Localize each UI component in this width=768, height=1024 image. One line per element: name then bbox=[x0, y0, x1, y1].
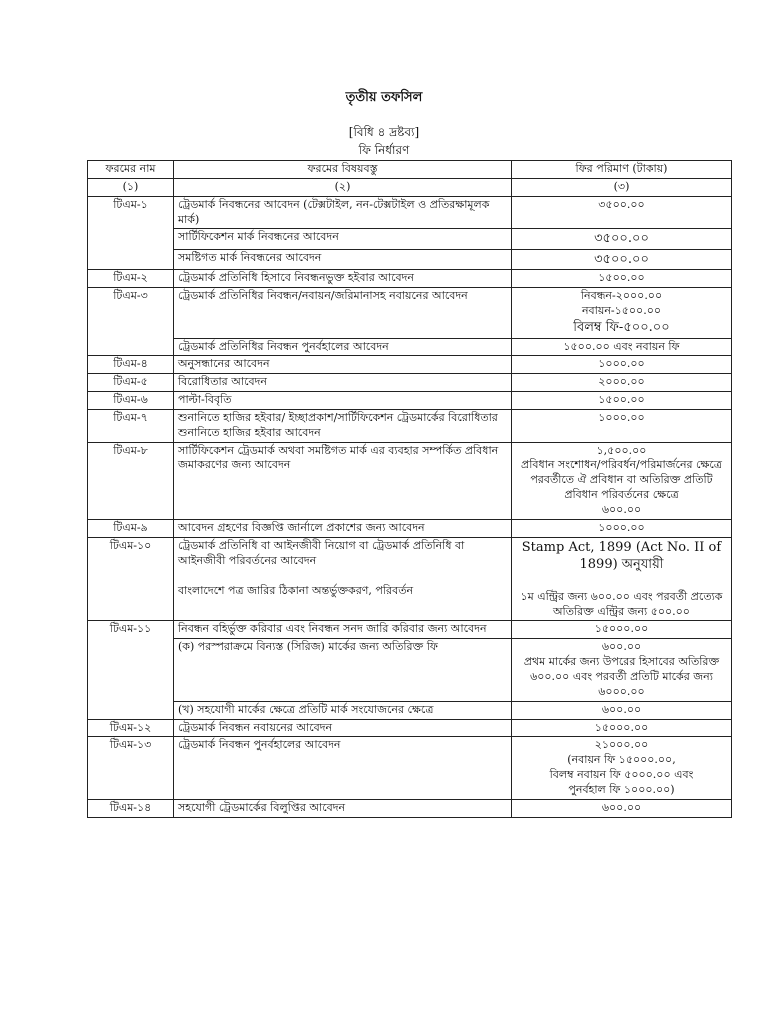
form-name-cell: টিএম-৮ bbox=[88, 442, 174, 519]
column-number: (৩) bbox=[512, 178, 732, 196]
fee-line: Stamp Act, 1899 (Act No. II of 1899) অনুযায়ী bbox=[521, 539, 722, 573]
subject-line: ট্রেডমার্ক প্রতিনিধি বা আইনজীবী নিয়োগ বা ট্রেডমার্ক প্রতিনিধি বা আইনজীবী পরিবর্তনের আবেদন bbox=[178, 538, 465, 567]
table-row bbox=[88, 719, 732, 737]
fee-line: ৬০০.০০ bbox=[601, 502, 642, 516]
table-row bbox=[88, 701, 732, 719]
subject-cell: সার্টিফিকেশন ট্রেডমার্ক অথবা সমষ্টিগত মার্ক এর ব্যবহার সম্পর্কিত প্রবিধান জমাকরণের জন্য আবেদন bbox=[174, 442, 512, 519]
subject-cell: (খ) সহযোগী মার্কের ক্ষেত্রে প্রতিটি মার্ক সংযোজনের ক্ষেত্রে bbox=[174, 701, 512, 719]
fee-line: বিলম্ব নবায়ন ফি ৫০০০.০০ এবং bbox=[549, 768, 694, 782]
fee-line: (নবায়ন ফি ১৫০০০.০০, bbox=[567, 753, 676, 767]
fee-cell: ১০০০.০০ bbox=[512, 519, 732, 537]
form-name-cell: টিএম-১ bbox=[88, 196, 174, 270]
table-row bbox=[88, 737, 732, 799]
table-row bbox=[88, 288, 732, 338]
page-title: তৃতীয় তফসিল bbox=[345, 90, 423, 105]
subject-cell bbox=[174, 537, 512, 621]
header-row bbox=[88, 161, 732, 179]
subject-cell: ট্রেডমার্ক প্রতিনিধির নিবন্ধন/নবায়ন/জরিমানাসহ নবায়নের আবেদন bbox=[174, 288, 512, 338]
subject-cell: ট্রেডমার্ক প্রতিনিধির নিবন্ধন পুনর্বহালের আবেদন bbox=[174, 338, 512, 356]
subject-line: বাংলাদেশে পত্র জারির ঠিকানা অন্তর্ভুক্তকরণ, পরিবর্তন bbox=[178, 584, 414, 598]
form-name-cell: টিএম-৩ bbox=[88, 288, 174, 356]
fee-line: ৬০০.০০ bbox=[601, 640, 642, 654]
fee-cell: ২০০০.০০ bbox=[512, 374, 732, 392]
table-row bbox=[88, 442, 732, 519]
column-header-form-name: ফরমের নাম bbox=[88, 161, 174, 179]
form-name-cell: টিএম-৪ bbox=[88, 356, 174, 374]
page-subtitle: ফি নির্ধারণ bbox=[358, 143, 410, 157]
table-row bbox=[88, 338, 732, 356]
column-header-subject: ফরমের বিষয়বস্তু bbox=[174, 161, 512, 179]
form-name-cell: টিএম-৫ bbox=[88, 374, 174, 392]
fee-note: প্রথম মার্কের জন্য উপরের হিসাবের অতিরিক্ত ৬০০.০০ এবং পরবর্তী প্রতিটি মার্কের জন্য ৬০০০.০০ bbox=[523, 655, 720, 698]
fee-cell bbox=[512, 442, 732, 519]
table-row bbox=[88, 374, 732, 392]
table-row bbox=[88, 409, 732, 442]
fee-cell: ১০০০.০০ bbox=[512, 356, 732, 374]
table-row bbox=[88, 270, 732, 288]
subject-cell: নিবন্ধন বহির্ভুক্ত করিবার এবং নিবন্ধন সনদ জারি করিবার জন্য আবেদন bbox=[174, 621, 512, 639]
column-number: (১) bbox=[88, 178, 174, 196]
fee-cell: ১০০০.০০ bbox=[512, 409, 732, 442]
fee-cell: ৬০০.০০ bbox=[512, 799, 732, 817]
fee-cell: ৩৫০০.০০ bbox=[512, 249, 732, 270]
table-row bbox=[88, 799, 732, 817]
subject-cell: (ক) পরস্পরাক্রমে বিন্যস্ত (সিরিজ) মার্কের জন্য অতিরিক্ত ফি bbox=[174, 639, 512, 701]
table-row bbox=[88, 229, 732, 250]
form-name-cell: টিএম-৬ bbox=[88, 392, 174, 410]
subject-cell: আবেদন গ্রহণের বিজ্ঞপ্তি জার্নালে প্রকাশের জন্য আবেদন bbox=[174, 519, 512, 537]
fee-cell bbox=[512, 639, 732, 701]
fee-cell: ৬০০.০০ bbox=[512, 701, 732, 719]
form-name-cell: টিএম-২ bbox=[88, 270, 174, 288]
table-row bbox=[88, 249, 732, 270]
fee-cell: ৩৫০০.০০ bbox=[512, 229, 732, 250]
fee-cell: ৩৫০০.০০ bbox=[512, 196, 732, 229]
form-name-cell: টিএম-৭ bbox=[88, 409, 174, 442]
table-row bbox=[88, 537, 732, 621]
form-name-cell: টিএম-১০ bbox=[88, 537, 174, 621]
form-name-cell: টিএম-১৪ bbox=[88, 799, 174, 817]
fee-cell bbox=[512, 288, 732, 338]
form-name-cell: টিএম-১২ bbox=[88, 719, 174, 737]
fee-line: নিবন্ধন-২০০০.০০ bbox=[580, 289, 663, 303]
table-row bbox=[88, 356, 732, 374]
table-row bbox=[88, 621, 732, 639]
table-row bbox=[88, 392, 732, 410]
rule-reference: [বিধি ৪ দ্রষ্টব্য] bbox=[348, 125, 420, 139]
subject-cell: শুনানিতে হাজির হইবার/ ইচ্ছাপ্রকাশ/সার্টিফিকেশন ট্রেডমার্কের বিরোধিতার শুনানিতে হাজির হইবার আবেদন bbox=[174, 409, 512, 442]
table-row bbox=[88, 639, 732, 701]
column-number-row bbox=[88, 178, 732, 196]
fee-cell: ১৫০০.০০ bbox=[512, 392, 732, 410]
subject-cell: বিরোধিতার আবেদন bbox=[174, 374, 512, 392]
subject-cell: সহযোগী ট্রেডমার্কের বিলুপ্তির আবেদন bbox=[174, 799, 512, 817]
form-name-cell: টিএম-১৩ bbox=[88, 737, 174, 799]
form-name-cell: টিএম-১১ bbox=[88, 621, 174, 719]
fee-line: ২১০০০.০০ bbox=[594, 738, 649, 752]
subject-cell: সার্টিফিকেশন মার্ক নিবন্ধনের আবেদন bbox=[174, 229, 512, 250]
fee-cell: ১৫০০.০০ bbox=[512, 270, 732, 288]
fee-note: প্রবিধান সংশোধন/পরিবর্ধন/পরিমার্জনের ক্ষেত্রে পরবর্তীতে ঐ প্রবিধান বা অতিরিক্ত প্রতিটি প্রবিধান পরিবর্তনের ক্ষেত্রে bbox=[521, 458, 722, 502]
subject-cell: অনুসন্ধানের আবেদন bbox=[174, 356, 512, 374]
subject-cell: ট্রেডমার্ক নিবন্ধন নবায়নের আবেদন bbox=[174, 719, 512, 737]
fee-cell bbox=[512, 737, 732, 799]
fee-line: পুনর্বহাল ফি ১০০০.০০) bbox=[568, 782, 675, 796]
fee-cell bbox=[512, 537, 732, 621]
fee-line: ১ম এন্ট্রির জন্য ৬০০.০০ এবং পরবর্তী প্রত্যেক অতিরিক্ত এন্ট্রির জন্য ৫০০.০০ bbox=[520, 589, 723, 618]
table-row bbox=[88, 196, 732, 229]
fee-cell: ১৫০০০.০০ bbox=[512, 621, 732, 639]
table-row bbox=[88, 519, 732, 537]
fee-line: বিলম্ব ফি-৫০০.০০ bbox=[573, 320, 670, 335]
form-name-cell: টিএম-৯ bbox=[88, 519, 174, 537]
column-header-fee: ফির পরিমাণ (টাকায়) bbox=[512, 161, 732, 179]
fee-table bbox=[87, 160, 732, 818]
fee-line: ১,৫০০.০০ bbox=[596, 443, 647, 457]
subject-cell: ট্রেডমার্ক নিবন্ধন পুনর্বহালের আবেদন bbox=[174, 737, 512, 799]
fee-cell: ১৫০০.০০ এবং নবায়ন ফি bbox=[512, 338, 732, 356]
subject-cell: ট্রেডমার্ক নিবন্ধনের আবেদন (টেক্সটাইল, নন-টেক্সটাইল ও প্রতিরক্ষামূলক মার্ক) bbox=[174, 196, 512, 229]
fee-line: নবায়ন-১৫০০.০০ bbox=[581, 304, 662, 318]
column-number: (২) bbox=[174, 178, 512, 196]
subject-cell: ট্রেডমার্ক প্রতিনিধি হিসাবে নিবন্ধনভুক্ত হইবার আবেদন bbox=[174, 270, 512, 288]
subject-cell: সমষ্টিগত মার্ক নিবন্ধনের আবেদন bbox=[174, 249, 512, 270]
subject-cell: পাল্টা-বিবৃতি bbox=[174, 392, 512, 410]
fee-cell: ১৫০০০.০০ bbox=[512, 719, 732, 737]
